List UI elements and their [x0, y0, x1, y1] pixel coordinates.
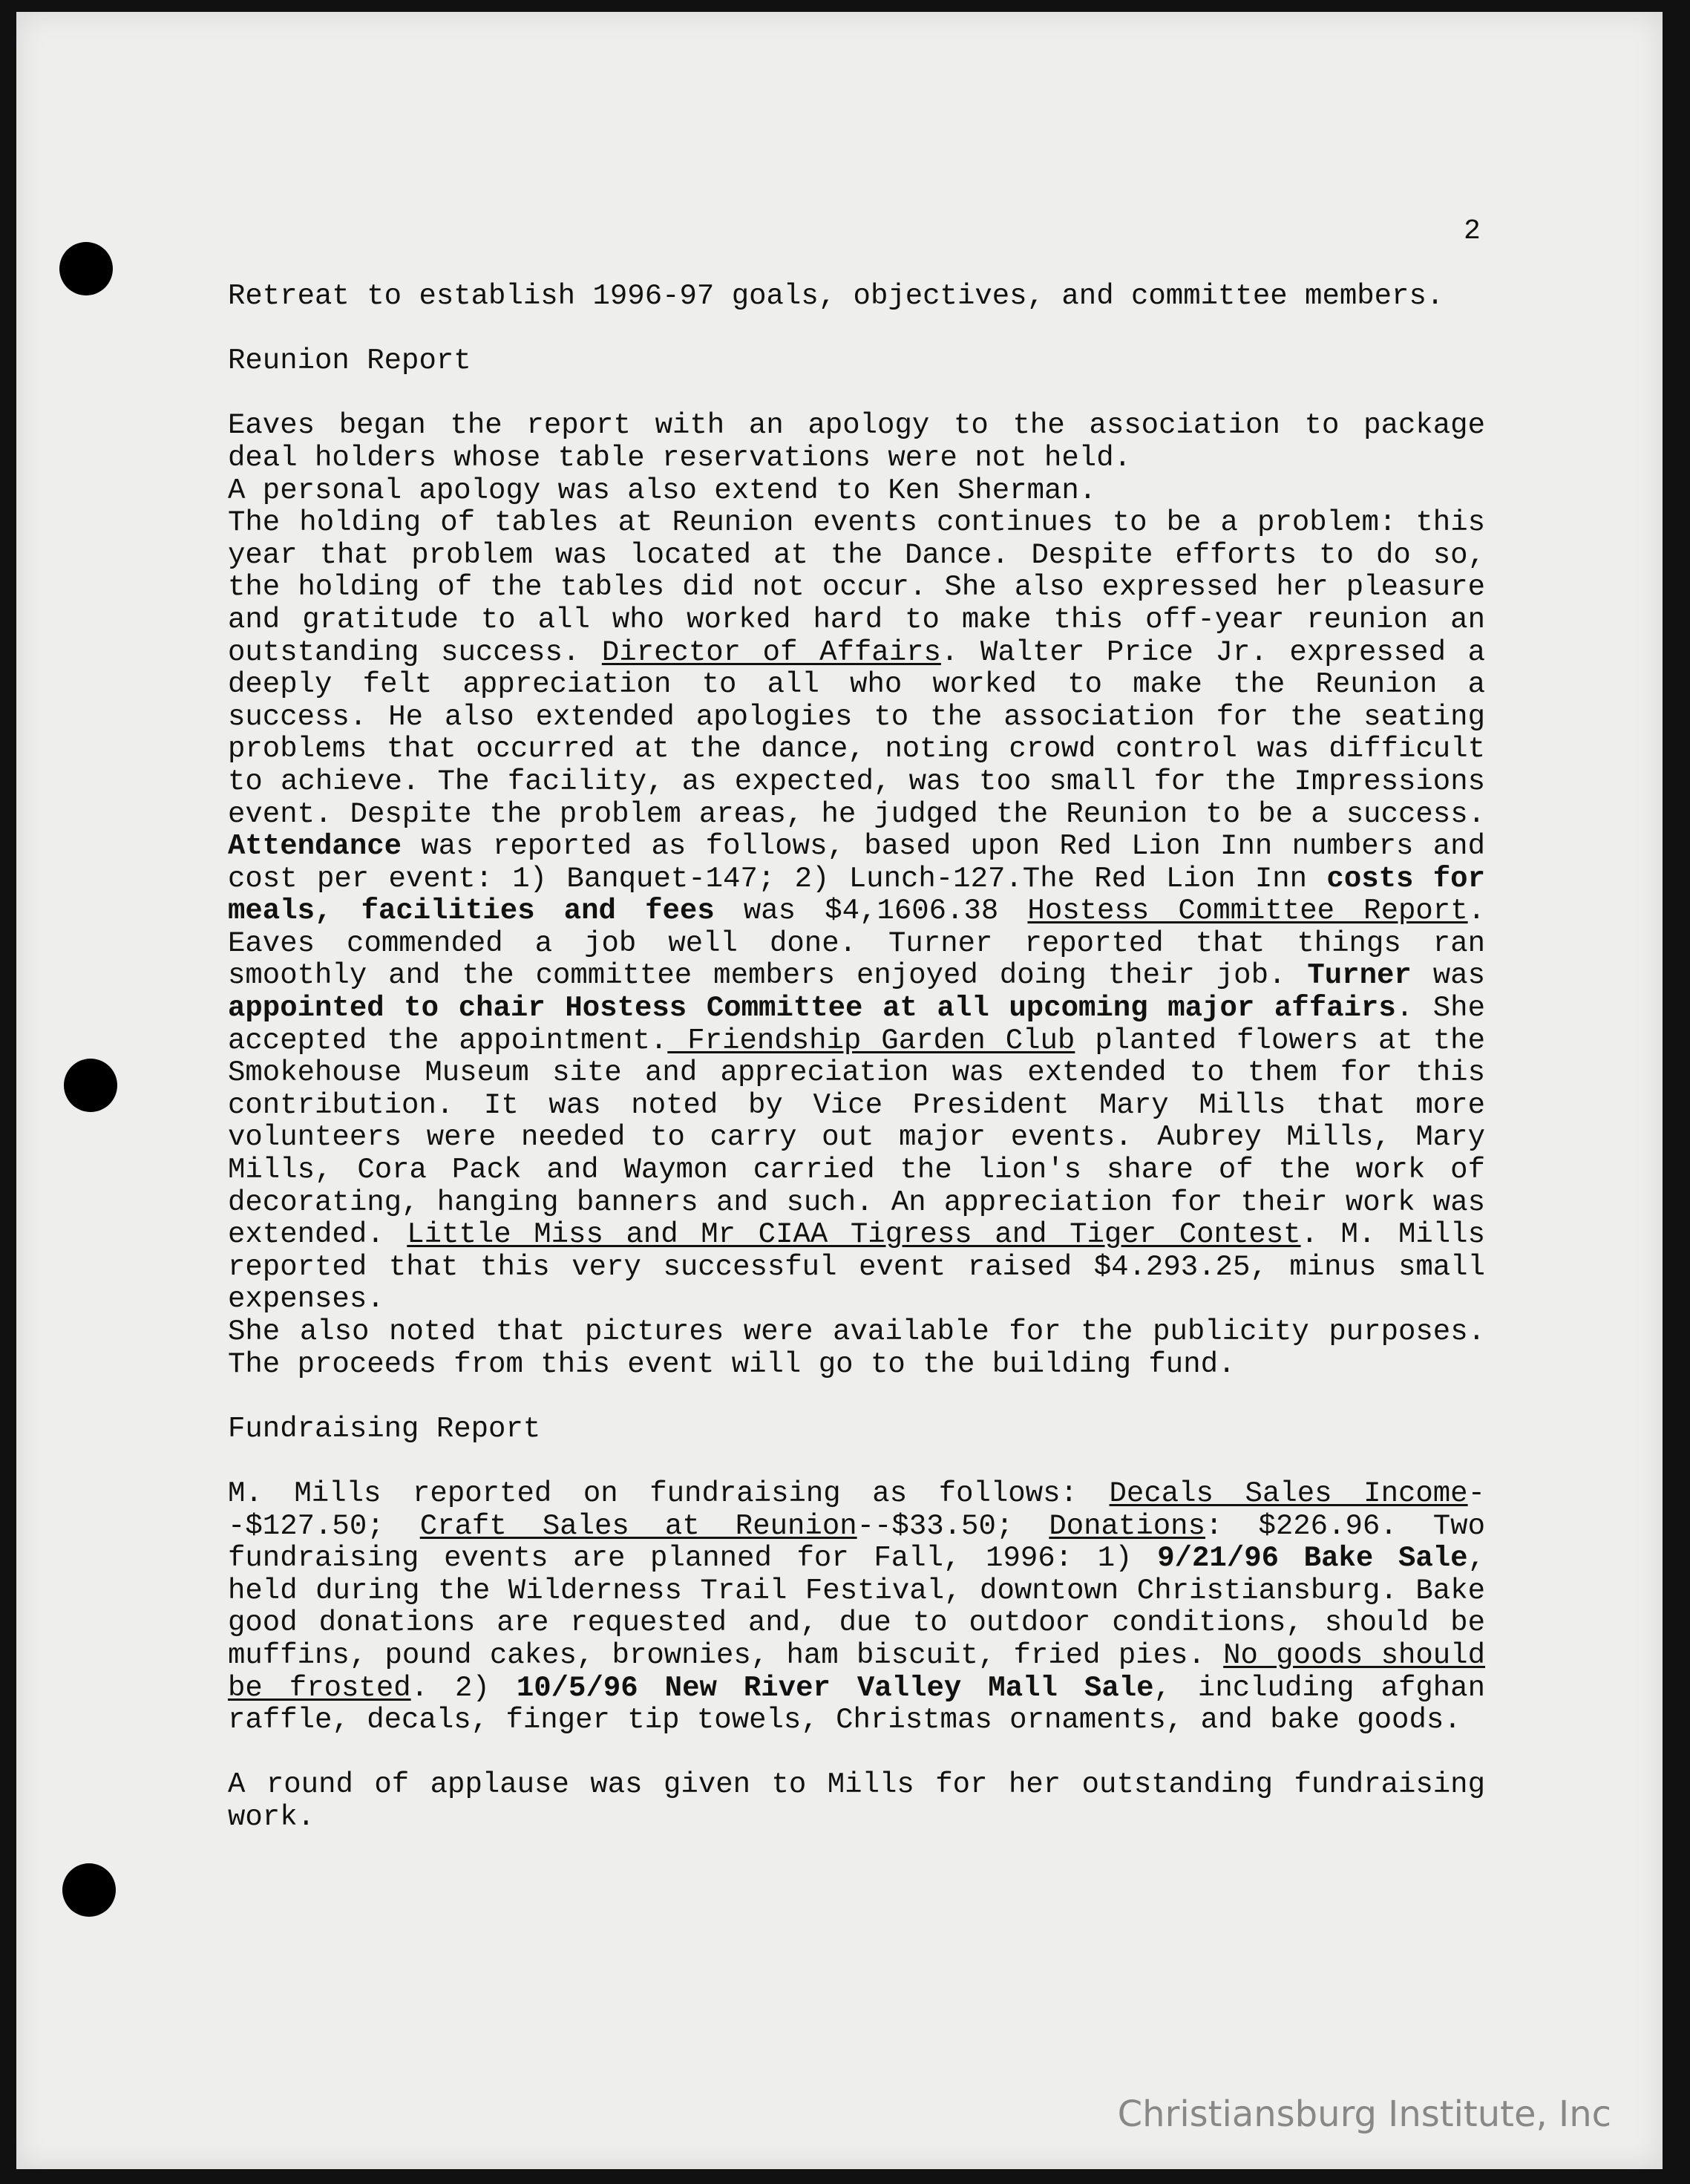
text-run: . 2)	[410, 1671, 517, 1704]
fundraising-paragraph	[228, 1478, 1485, 1737]
bold-turner: Turner	[1307, 959, 1412, 993]
bold-bake-sale: 9/21/96 Bake Sale	[1157, 1542, 1468, 1575]
text-run: was $4,1606.38	[714, 895, 1028, 928]
bold-mall-sale: 10/5/96 New River Valley Mall Sale	[516, 1671, 1154, 1704]
underlined-hostess-committee-report: Hostess Committee Report	[1027, 895, 1468, 928]
reunion-paragraph-2: A personal apology was also extend to Ken Sherman.	[228, 474, 1097, 507]
text-run: was	[1411, 959, 1485, 993]
text-run: --$33.50;	[857, 1509, 1049, 1543]
binder-hole-bottom	[62, 1863, 116, 1917]
text-run: The holding of tables at Reunion events continues to be a problem: this year that problem was located at the Dance. Despite efforts to do so, the holding of the tables did not occur. She also expressed her pleasure and gratitude to all who worked hard to make this off-year reunion an outstanding success.	[228, 506, 1485, 669]
text-run: , including afghan raffle, decals, finger tip towels, Christmas ornaments, and bake goods.	[228, 1671, 1485, 1737]
underlined-no-frosted: No goods should be frosted	[228, 1638, 1485, 1704]
underlined-contest: Little Miss and Mr CIAA Tigress and Tiger Contest	[407, 1218, 1301, 1252]
underlined-donations: Donations	[1049, 1509, 1205, 1543]
fundraising-heading: Fundraising Report	[228, 1412, 541, 1445]
text-run: . Eaves commended a job well done. Turner reported that things ran smoothly and the committee members enjoyed doing their job.	[228, 895, 1485, 993]
reunion-heading: Reunion Report	[228, 344, 471, 378]
document-body	[228, 281, 1485, 1834]
underlined-decals-sales: Decals Sales Income	[1109, 1477, 1468, 1510]
text-run: : $226.96. Two fundraising events are planned for Fall, 1996: 1)	[228, 1509, 1485, 1575]
text-run: M. Mills reported on fundraising as follows:	[228, 1477, 1110, 1510]
reunion-paragraph-4: She also noted that pictures were available for the publicity purposes. The proceeds from this event will go to the building fund.	[228, 1315, 1485, 1381]
text-run: , held during the Wilderness Trail Festival, downtown Christiansburg. Bake good donations are requested and, due to outdoor conditions, should be muffins, pound cakes, brownies, ham biscuit, fried pies.	[228, 1542, 1485, 1672]
closing-paragraph: A round of applause was given to Mills for her outstanding fundraising work.	[228, 1768, 1485, 1834]
text-run: . M. Mills reported that this very successful event raised $4.293.25, minus small expenses.	[228, 1218, 1485, 1316]
intro-paragraph: Retreat to establish 1996-97 goals, objectives, and committee members.	[228, 280, 1444, 313]
underlined-craft-sales: Craft Sales at Reunion	[419, 1509, 857, 1543]
underlined-director-of-affairs: Director of Affairs	[601, 635, 941, 669]
bold-appointed: appointed to chair Hostess Committee at all upcoming major affairs	[228, 992, 1396, 1025]
binder-hole-middle	[64, 1059, 117, 1112]
watermark: Christiansburg Institute, Inc	[1117, 2093, 1611, 2135]
text-run: . She accepted the appointment.	[228, 992, 1485, 1057]
text-run: --$127.50;	[228, 1477, 1485, 1543]
underlined-friendship-garden-club: Friendship Garden Club	[667, 1024, 1075, 1057]
text-run: planted flowers at the Smokehouse Museum site and appreciation was extended to them for this contribution. It was noted by Vice President Mary Mills that more volunteers were needed to carry out major events. Aubrey Mills, Mary Mills, Cora Pack and Waymon carried the lion's share of the work of decorating, hanging banners and such. An appreciation for their work was extended.	[228, 1024, 1485, 1252]
binder-hole-top	[59, 242, 113, 295]
bold-attendance: Attendance	[228, 830, 402, 863]
text-run: . Walter Price Jr. expressed a deeply felt appreciation to all who worked to make the Reunion a success. He also extended apologies to the association for the seating problems that occurred at the dance, noting crowd control was difficult to achieve. The facility, as expected, was too small for the Impressions event. Despite the problem areas, he judged the Reunion to be a success.	[228, 635, 1485, 831]
text-run: was reported as follows, based upon Red Lion Inn numbers and cost per event: 1) Banquet-147; 2) Lunch-127.The Red Lion Inn	[228, 830, 1485, 895]
reunion-paragraph-1: Eaves began the report with an apology to the association to package deal holders whose table reservations were not held.	[228, 409, 1485, 474]
bold-costs: costs for meals, facilities and fees	[228, 862, 1485, 928]
reunion-paragraph-3	[228, 507, 1485, 1316]
page-number: 2	[1464, 215, 1481, 247]
